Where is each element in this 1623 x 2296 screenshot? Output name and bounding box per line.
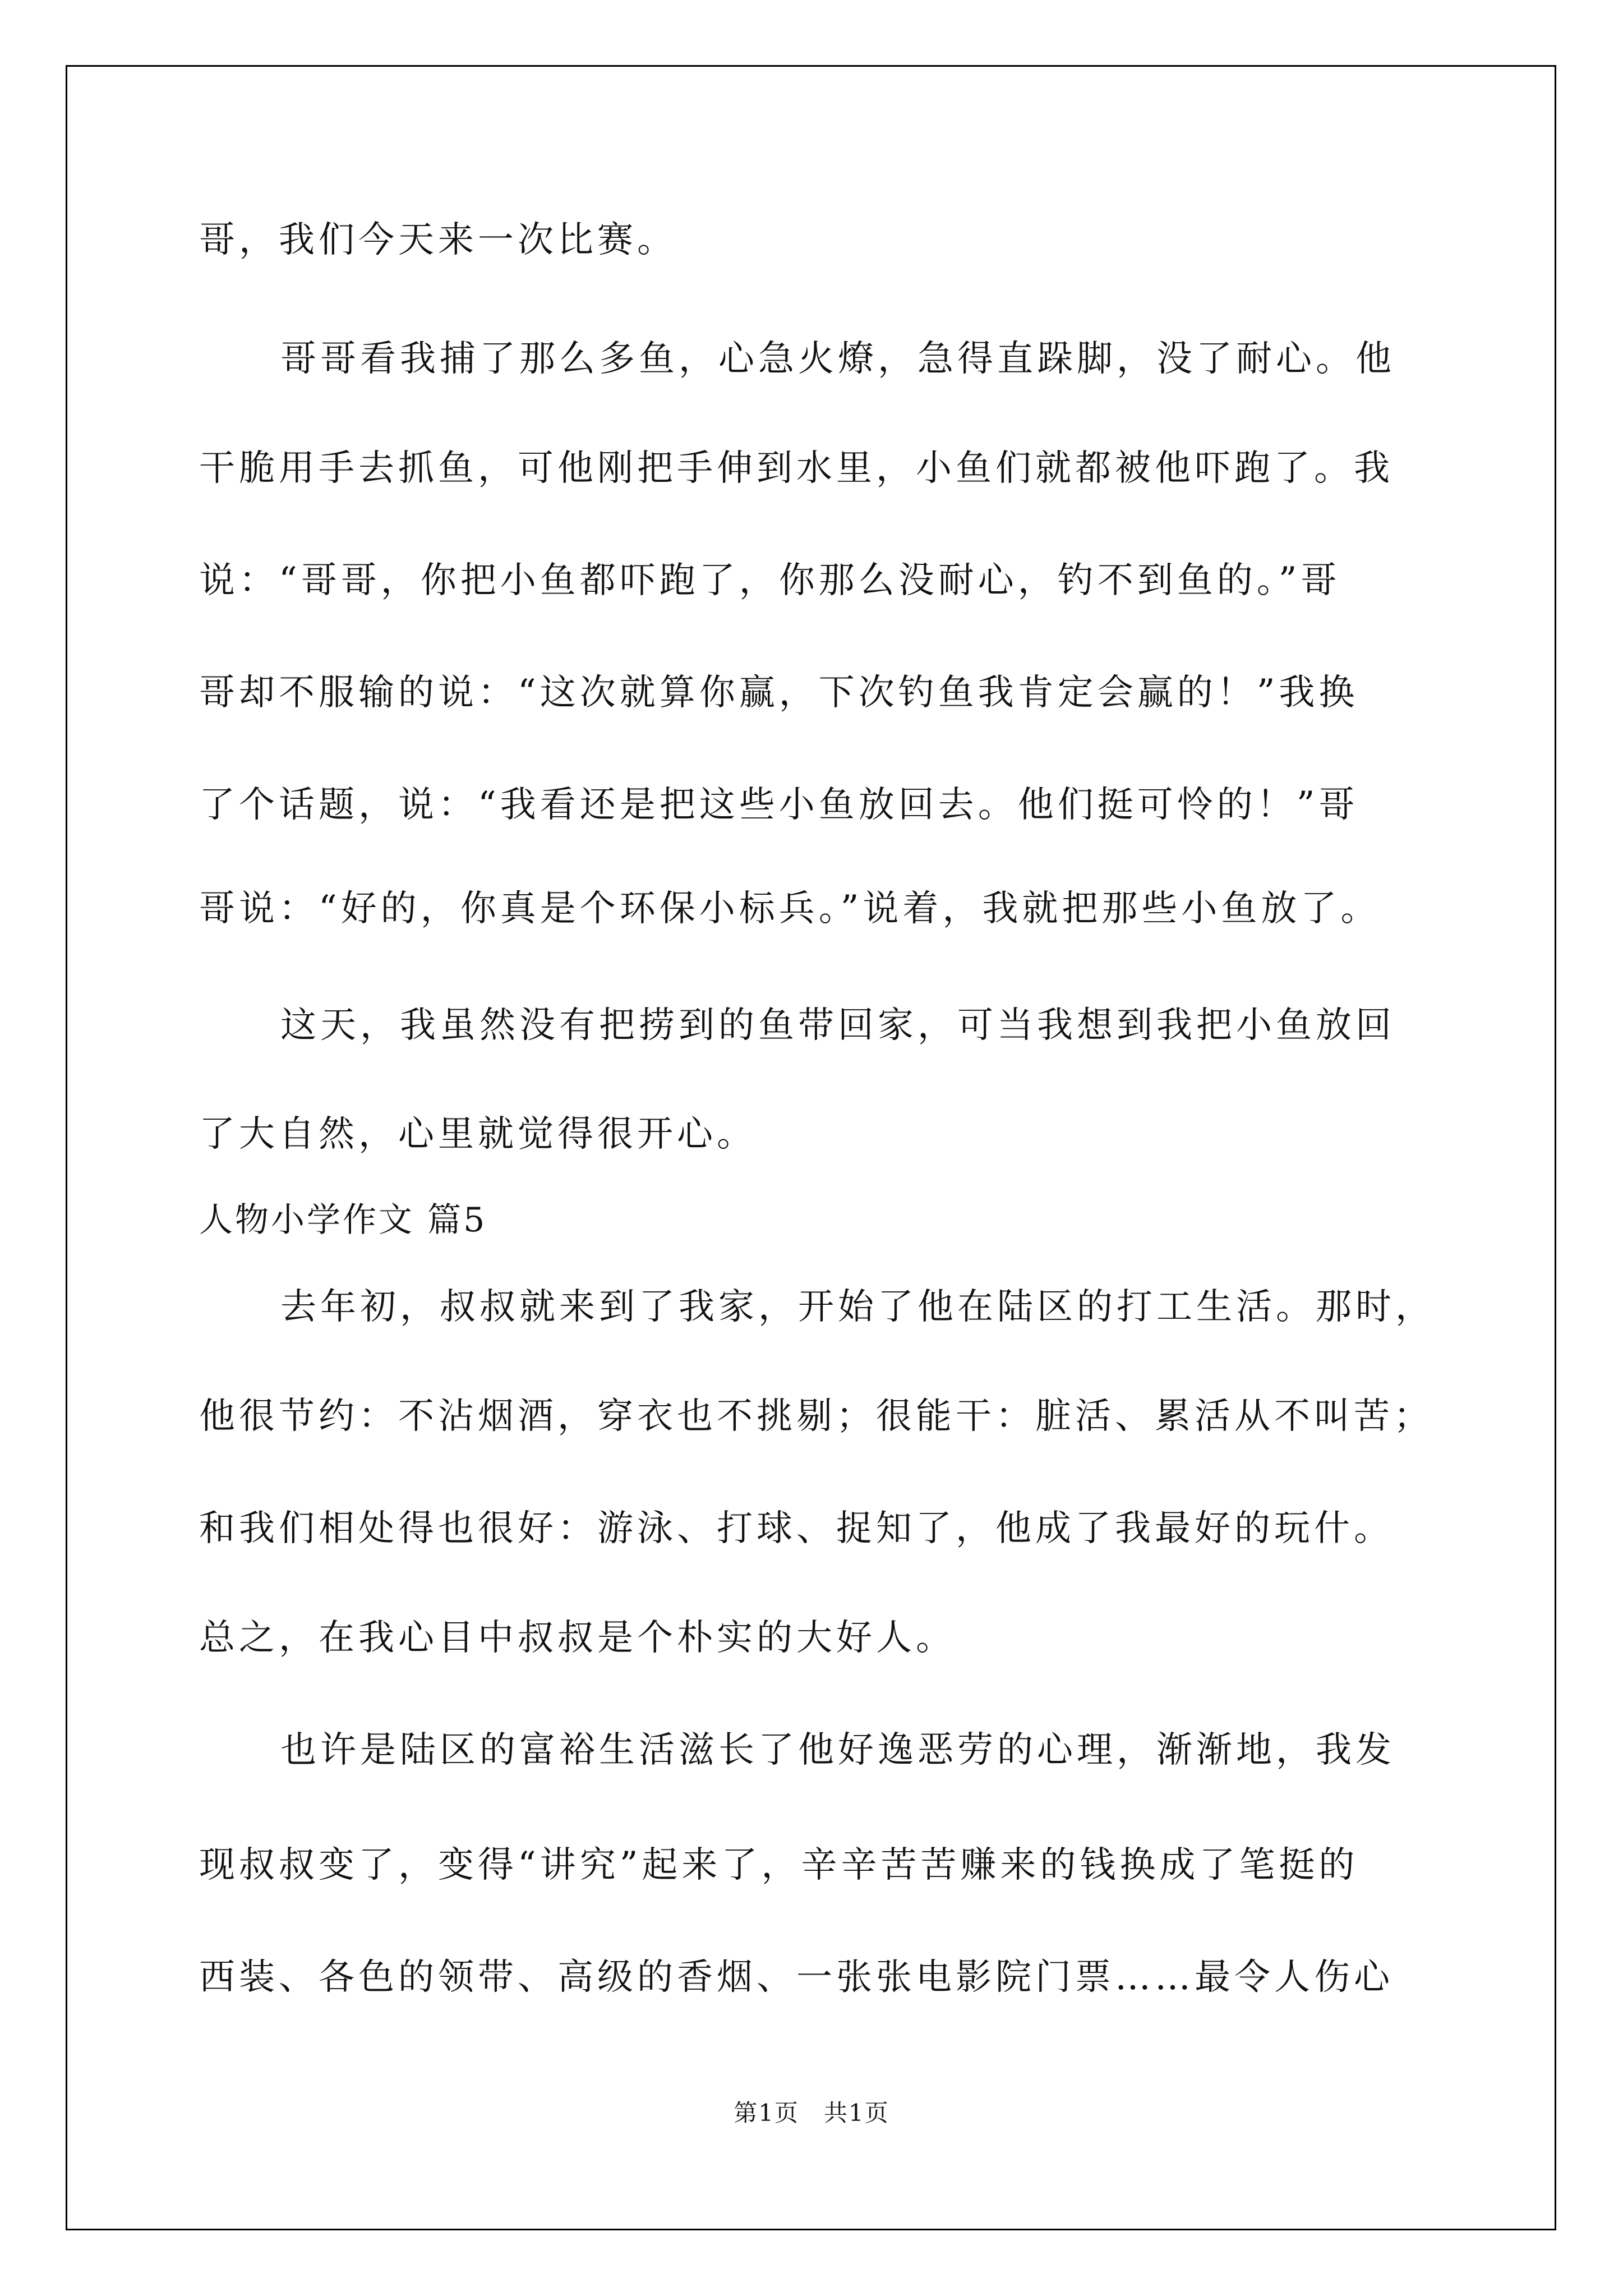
- paragraph-line: 哥哥看我捕了那么多鱼，心急火燎，急得直跺脚，没了耐心。他: [280, 338, 1395, 380]
- paragraph-line: 说：“哥哥，你把小鱼都吓跑了，你那么没耐心，钓不到鱼的。”哥: [199, 560, 1341, 601]
- paragraph-line: 也许是陆区的富裕生活滋长了他好逸恶劳的心理，渐渐地，我发: [280, 1729, 1395, 1771]
- paragraph-line: 哥却不服输的说：“这次就算你赢，下次钓鱼我肯定会赢的！”我换: [199, 672, 1359, 714]
- paragraph-line: 这天，我虽然没有把捞到的鱼带回家，可当我想到我把小鱼放回: [280, 1005, 1395, 1046]
- paragraph-line: 和我们相处得也很好：游泳、打球、捉知了，他成了我最好的玩什。: [199, 1508, 1394, 1549]
- paragraph-line: 他很节约：不沾烟酒，穿衣也不挑剔；很能干：脏活、累活从不叫苦；: [199, 1396, 1433, 1437]
- paragraph-line: 现叔叔变了，变得“讲究”起来了，辛辛苦苦赚来的钱换成了笔挺的: [199, 1844, 1359, 1886]
- paragraph-line: 哥，我们今天来一次比赛。: [199, 219, 677, 261]
- page-footer: 第1页 共1页: [734, 2099, 889, 2127]
- paragraph-line: 总之，在我心目中叔叔是个朴实的大好人。: [199, 1617, 956, 1659]
- paragraph-line: 去年初，叔叔就来到了我家，开始了他在陆区的打工生活。那时，: [280, 1286, 1435, 1328]
- paragraph-line: 哥说：“好的，你真是个环保小标兵。”说着，我就把那些小鱼放了。: [199, 888, 1381, 930]
- paragraph-line: 了个话题，说：“我看还是把这些小鱼放回去。他们挺可怜的！”哥: [199, 784, 1359, 826]
- paragraph-line: 了大自然，心里就觉得很开心。: [199, 1114, 757, 1155]
- paragraph-line: 西装、各色的领带、高级的香烟、一张张电影院门票……最令人伤心: [199, 1957, 1394, 1998]
- paragraph-line: 干脆用手去抓鱼，可他刚把手伸到水里，小鱼们就都被他吓跑了。我: [199, 448, 1394, 489]
- section-heading: 人物小学作文 篇5: [199, 1200, 487, 1240]
